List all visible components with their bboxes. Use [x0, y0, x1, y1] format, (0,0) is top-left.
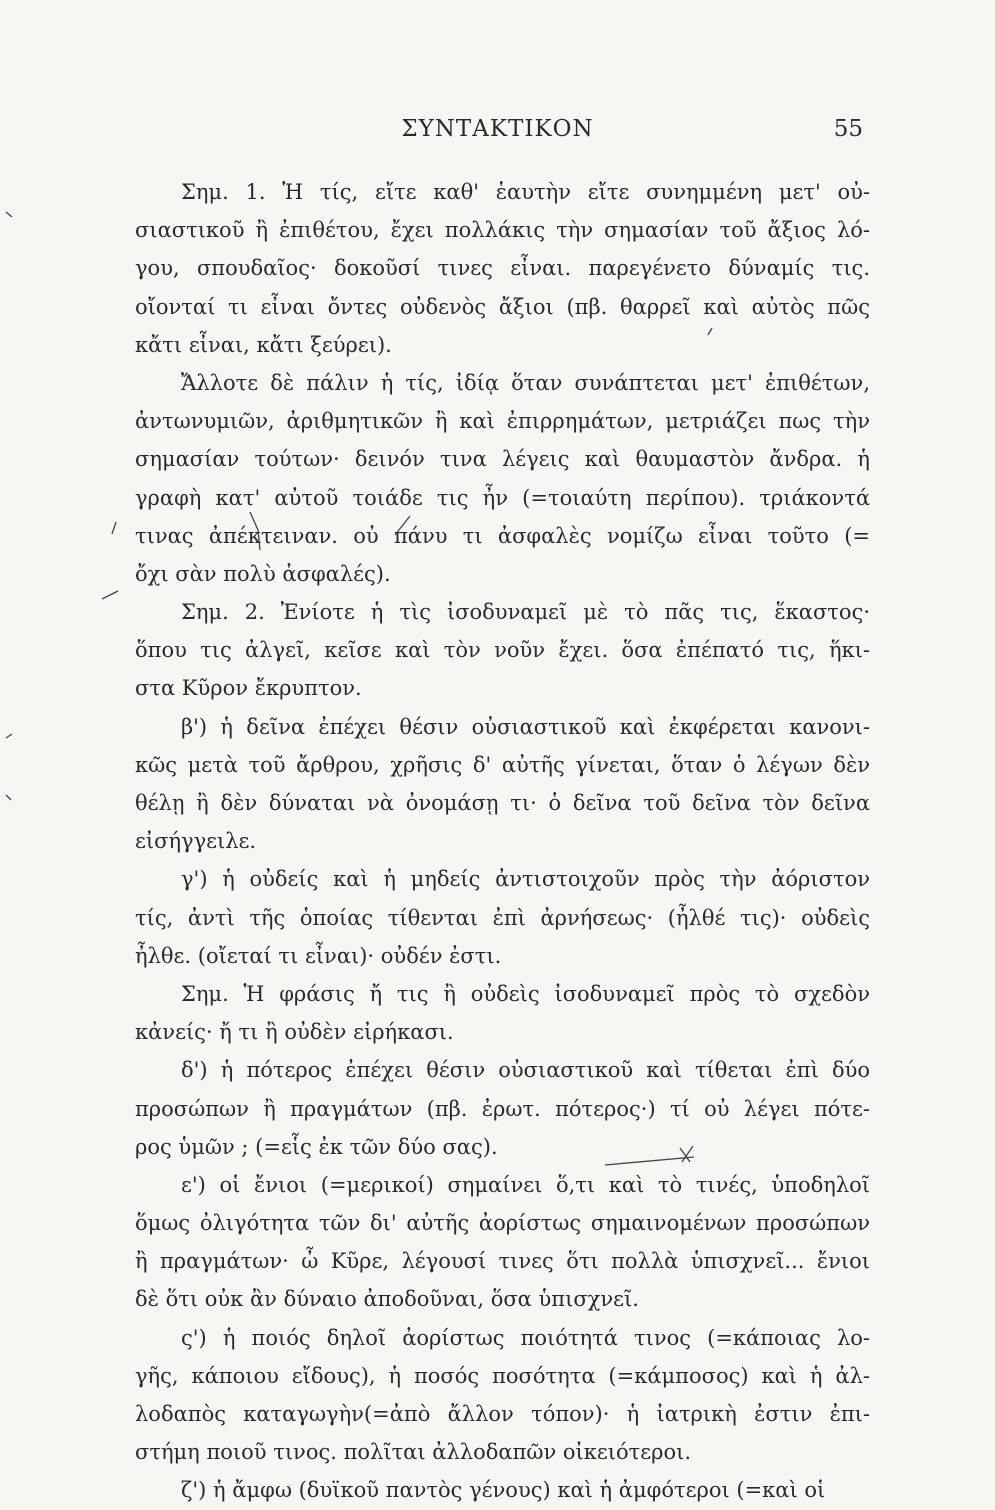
text-line: οἴονταί τι εἶναι ὄντες οὐδενὸς ἄξιοι (πβ. θαρρεῖ καὶ αὐτὸς πῶς [135, 294, 870, 319]
text-line: β') ἡ δεῖνα ἐπέχει θέσιν οὐσιαστικοῦ καὶ ἐκφέρεται κανονι- [181, 714, 870, 739]
text-line: Σημ. 1. Ἡ τίς, εἴτε καθ' ἑαυτὴν εἴτε συνημμένη μετ' οὐ- [181, 180, 870, 204]
margin-tick-mark [6, 212, 12, 217]
text-line: στα Κῦρον ἔκρυπτον. [135, 676, 362, 701]
text-line: σημασίαν τούτων· δεινόν τινα λέγεις καὶ θαυμαστὸν ἄνδρα. ἡ [135, 447, 870, 472]
text-line: Σημ. Ἡ φράσις ἤ τις ἢ οὐδεὶς ἰσοδυναμεῖ πρὸς τὸ σχεδὸν [181, 981, 870, 1006]
text-line: σιαστικοῦ ἢ ἐπιθέτου, ἔχει πολλάκις τὴν σημασίαν τοῦ ἄξιος λό- [135, 218, 870, 243]
text-line: γου, σπουδαῖος· δοκοῦσί τινες εἶναι. παρεγένετο δύναμίς τις. [135, 256, 870, 281]
text-line: εἰσήγγειλε. [135, 829, 257, 854]
text-line: λοδαπὸς καταγωγὴν(=ἀπὸ ἄλλον τόπον)· ἡ ἰατρικὴ ἐστιν ἐπι- [135, 1402, 870, 1426]
running-title: ΣΥΝΤΑΚΤΙΚΟΝ [401, 116, 594, 142]
text-line: ζ') ἡ ἄμφω (δυϊκοῦ παντὸς γένους) καὶ ἡ ἀμφότεροι (=καὶ οἱ [181, 1478, 826, 1503]
text-line: τινας ἀπέκτειναν. οὐ πάνυ τι ἀσφαλὲς νομίζω εἶναι τοῦτο (= [135, 523, 870, 548]
body-text [135, 173, 870, 1510]
text-line: προσώπων ἢ πραγμάτων (πβ. ἐρωτ. πότερος·) τί οὐ λέγει πότε- [135, 1096, 870, 1121]
text-line: ὄχι σὰν πολὺ ἀσφαλές). [135, 561, 391, 586]
text-line: γῆς, κάποιου εἴδους), ἡ ποσός ποσότητα (=κάμποσος) καὶ ἡ ἀλ- [135, 1363, 870, 1388]
text-line: θέλῃ ἢ δὲν δύναται νὰ ὀνομάσῃ τι· ὁ δεῖνα τοῦ δεῖνα τὸν δεῖνα [135, 791, 870, 815]
text-line: ς') ἡ ποιός δηλοῖ ἀορίστως ποιότητά τινος (=κάποιας λο- [181, 1325, 870, 1350]
text-line: ἀντωνυμιῶν, ἀριθμητικῶν ἢ καὶ ἐπιρρημάτων, μετριάζει πως τὴν [135, 409, 870, 434]
text-line: κἄτι εἶναι, κἄτι ξεύρει). [135, 332, 392, 357]
text-line: γραφὴ κατ' αὐτοῦ τοιάδε τις ἦν (=τοιαύτη περίπου). τριάκοντά [135, 485, 870, 510]
text-line: κῶς μετὰ τοῦ ἄρθρου, χρῆσις δ' αὐτῆς γίνεται, ὅταν ὁ λέγων δὲν [135, 752, 870, 777]
margin-slash-mark [112, 522, 116, 534]
page-number: 55 [833, 116, 863, 142]
text-line: στήμη ποιοῦ τινος. πολῖται ἀλλοδαπῶν οἰκειότεροι. [135, 1440, 692, 1465]
text-line: ἦλθε. (οἴεταί τι εἶναι)· οὐδέν ἐστι. [135, 943, 502, 968]
text-line: ε') οἱ ἔνιοι (=μερικοί) σημαίνει ὅ,τι καὶ τὸ τινές, ὑποδηλοῖ [181, 1172, 870, 1197]
text-line: ὅπου τις ἀλγεῖ, κεῖσε καὶ τὸν νοῦν ἔχει. ὅσα ἐπέπατό τις, ἥκι- [135, 638, 870, 663]
text-line: κἀνείς· ἤ τι ἢ οὐδὲν εἰρήκασι. [135, 1020, 454, 1045]
text-line: δ') ἡ πότερος ἐπέχει θέσιν οὐσιαστικοῦ καὶ τίθεται ἐπὶ δύο [181, 1058, 870, 1083]
text-line: τίς, ἀντὶ τῆς ὁποίας τίθενται ἐπὶ ἀρνήσεως· (ἦλθέ τις)· οὐδεὶς [135, 905, 870, 930]
text-line: ὅμως ὀλιγότητα τῶν δι' αὐτῆς ἀορίστως σημαινομένων προσώπων [135, 1211, 870, 1236]
text-line: Ἄλλοτε δὲ πάλιν ἡ τίς, ἰδίᾳ ὅταν συνάπτεται μετ' ἐπιθέτων, [181, 370, 870, 395]
text-line: γ') ἡ οὐδείς καὶ ἡ μηδείς ἀντιστοιχοῦν πρὸς τὴν ἀόριστον [181, 867, 870, 892]
margin-tick-mark [6, 795, 11, 800]
text-line: ρος ὑμῶν ; (=εἷς ἐκ τῶν δύο σας). [135, 1134, 498, 1159]
text-line: δὲ ὅτι οὐκ ἂν δύναιο ἀποδοῦναι, ὅσα ὑπισχνεῖ. [135, 1287, 639, 1312]
margin-tick-mark [6, 734, 12, 738]
running-header [0, 116, 995, 152]
text-line: ἢ πραγμάτων· ὦ Κῦρε, λέγουσί τινες ὅτι πολλὰ ὑπισχνεῖ... ἔνιοι [135, 1249, 870, 1274]
margin-slash-mark [102, 591, 118, 599]
text-line: Σημ. 2. Ἐνίοτε ἡ τὶς ἰσοδυναμεῖ μὲ τὸ πᾶς τις, ἕκαστος· [181, 600, 870, 625]
